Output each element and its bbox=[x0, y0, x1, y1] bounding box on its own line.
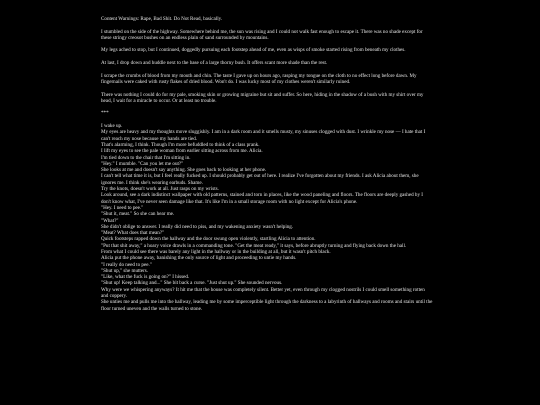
story-line: Why were we whispering anyways? It hit me that the house was completely silent. Better yet, even through my clogged nostrils I could smell something rotten and coppery. bbox=[101, 286, 425, 300]
scene-break: *** bbox=[101, 110, 109, 117]
story-line: Look around, see a dark indistinct wallpaper with old patterns, stained and torn in places, like the wood paneling and floors. The floors are deeply gashed by I don't know what, I've never seen damage like that. It's like I'm in a small storage room with no light except for Alicia's phone. bbox=[101, 192, 423, 205]
paragraph: At last, I drop down and huddle next to the base of a large thorny bush. It offers scant more shade than the rest. bbox=[101, 60, 328, 67]
story-line: That's alarming, I think. Though I'm more befuddled to think of a class prank. bbox=[101, 141, 260, 148]
story-line: She looks at me and doesn't say anything. She goes back to looking at her phone. bbox=[101, 167, 267, 174]
story-line: "Like, what the fuck is going on?" I hissed. bbox=[101, 274, 190, 281]
story-line: "What?" bbox=[101, 217, 119, 224]
story-line: I lift my eyes to see the pale woman from earlier sitting across from me. Alicia. bbox=[101, 148, 263, 155]
paragraph: I scrape the crumbs of blood from my mouth and chin. The taste I gave up on hours ago, rasping my tongue on the cloth to no effect long before dawn. My fingernails were caked with rusty flakes of dried blood. Won't do. I was lucky most of my clothes weren't similarly ruined. bbox=[101, 72, 417, 85]
story-line: My eyes are heavy and my thoughts move sluggishly. I am in a dark room and it smells musty, my sinuses clogged with dust. I wrinkle my nose — I hate that I can't reach my nose because my hands are tied. bbox=[101, 129, 426, 142]
paragraph: There was nothing I could do for my pale, smoking skin or growing migraine but sit and suffer. So here, hiding in the shadow of a bush with my shirt over my head, I wait for a miracle to occur. Or at least no trouble. bbox=[101, 91, 424, 104]
story-line: I can't tell what time it is, but I feel really fucked up. I should probably get out of here. I realize I've forgotten about my friends. I ask Alicia about them, she ignores me. I think she's wearing earbuds. Shame. bbox=[101, 173, 419, 186]
story-line: Try the knots, doesn't work at all. Just rasps on my wrists. bbox=[101, 186, 219, 193]
story-line: She unties me and pulls me into the hallway, leading me by some imperceptible light through the darkness to a labyrinth of hallways and rooms and stairs until the floor turned uneven and the walls turned to stone. bbox=[101, 299, 433, 312]
story-line: I'm tied down to the chair that I'm sitting in. bbox=[101, 154, 191, 161]
story-line: Alicia put the phone away, banishing the only source of light and proceeding to untie my hands. bbox=[101, 255, 297, 262]
content-warning: Content Warnings: Rape, Bad Shit. Do Not Read, basically. bbox=[101, 16, 223, 22]
story-line: She didn't oblige to answer. I really did need to piss, and my wakening anxiety wasn't helping. bbox=[101, 223, 294, 230]
document-body bbox=[101, 16, 433, 312]
story-line: "Shut up! Keep talking and..." She bit back a curse. "Just shut up." She sounded nervous. bbox=[101, 280, 283, 287]
story-line: "Shut up," she mutters. bbox=[101, 267, 149, 274]
story-line: From what I could see there was barely any light in the hallway or in the building at all, but it wasn't pitch black. bbox=[101, 248, 331, 255]
paragraph: I stumbled on the side of the highway. Somewhere behind me, the sun was rising and I could not walk fast enough to escape it. There was no shade except for these stringy creosot bushes on an endless plain of sand surrounded by mountains. bbox=[101, 28, 423, 41]
story-line: I wake up. bbox=[101, 123, 123, 130]
story-line: "Hey. I need to pee." bbox=[101, 204, 144, 211]
story-line: "Shut it, meat." So she can hear me. bbox=[101, 211, 175, 218]
story-line: Quick footsteps rapped down the hallway and the door swung open violently, startling Alicia to attention. bbox=[101, 236, 316, 243]
story-line: "Meat? What does that mean?" bbox=[101, 230, 165, 237]
paragraph: My legs ached to stop, but I continued, doggedly pursuing each footstep ahead of me, even as wisps of smoke started rising from beneath my clothes. bbox=[101, 47, 406, 54]
story-line: "Put that shit away," a hoary voice drawls in a commanding tone. "Get the meat ready," it says, before abruptly turning and flying back down the hall. bbox=[101, 242, 407, 249]
story-lines bbox=[101, 123, 433, 312]
story-line: "I really do need to pee." bbox=[101, 261, 152, 268]
story-line: "Hey." I mumble. "Can you let me out?" bbox=[101, 160, 184, 167]
